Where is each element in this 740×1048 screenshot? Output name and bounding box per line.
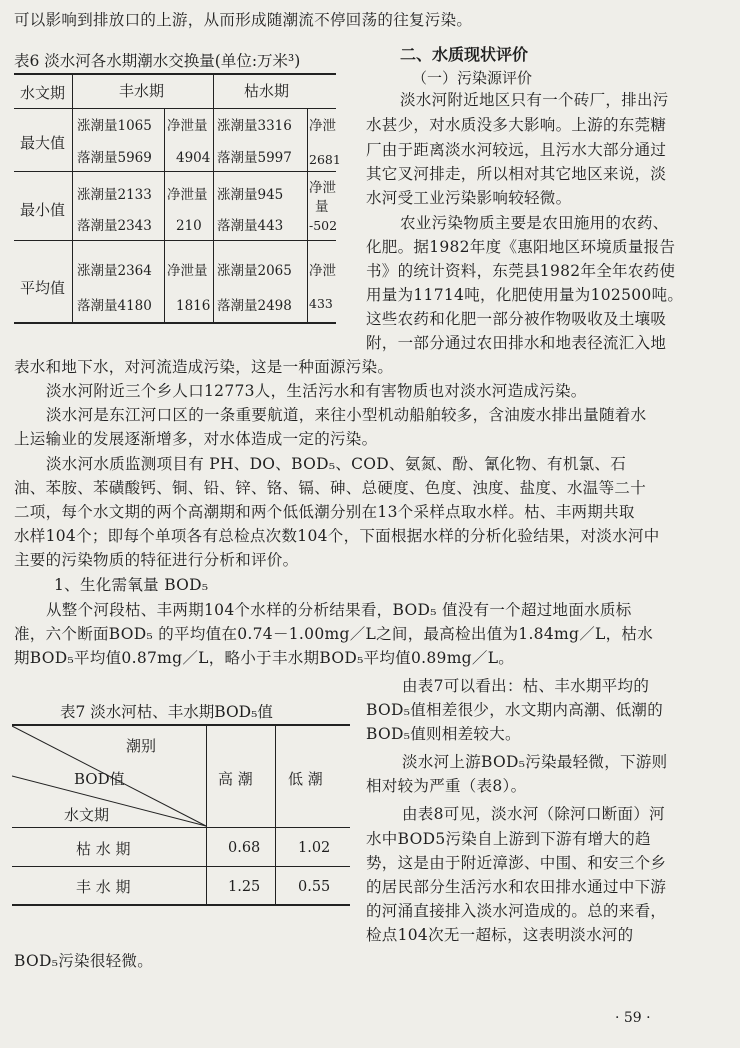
table7-cell: 1.25: [228, 879, 261, 895]
table6-cell: 433: [309, 296, 333, 311]
table7-caption: 表7 淡水河枯、丰水期BOD₅值: [60, 703, 273, 721]
text-line: 相对较为严重（表8）。: [366, 777, 527, 795]
text-line: 的河涌直接排入淡水河造成的。总的来看，: [366, 902, 667, 920]
text-line: 厂由于距离淡水河较远，且污水大部分通过: [366, 141, 667, 159]
text-line: 书》的统计资料，东莞县1982年全年农药使: [366, 262, 676, 280]
text-line: 淡水河附近地区只有一个砖厂，排出污: [400, 91, 669, 109]
table6-cell: 落潮量443: [217, 218, 284, 234]
table6-row-label: 最小值: [20, 201, 66, 219]
table6-cell: 涨潮量1065: [77, 118, 152, 134]
table6-cell: 涨潮量3316: [217, 118, 292, 134]
section-title: 二、水质现状评价: [400, 45, 529, 64]
table6-cell: 210: [176, 218, 202, 234]
text-line: BOD₅值相差很少，水文期内高潮、低潮的: [366, 701, 664, 719]
table6-cell: 4904: [176, 150, 211, 166]
text-line: 淡水河是东江河口区的一条重要航道，来往小型机动船舶较多，含油废水排出量随着水: [46, 406, 647, 424]
table7-diag-mid: BOD值: [74, 770, 125, 788]
text-line-last: BOD₅污染很轻微。: [14, 952, 154, 970]
text-line: 的居民部分生活污水和农田排水通过中下游: [366, 878, 667, 896]
text-line: 准，六个断面BOD₅ 的平均值在0.74－1.00mg／L之间，最高检出值为1.84mg／L，枯水: [14, 625, 654, 643]
table6-cell: 净泄量: [167, 187, 208, 203]
table6-header-period: 水文期: [20, 84, 66, 102]
text-line: 由表7可以看出：枯、丰水期平均的: [402, 677, 650, 695]
text-line: 期BOD₅平均值0.87mg／L，略小于丰水期BOD₅平均值0.89mg／L。: [14, 649, 515, 667]
table6-cell: 净泄: [309, 118, 336, 134]
table7-col-low: 低 潮: [288, 770, 323, 788]
table7-col-high: 高 潮: [218, 770, 253, 788]
table6-header-dry: 枯水期: [244, 82, 290, 100]
text-line: 水河受工业污染影响较轻微。: [366, 189, 572, 207]
table6-cell: 净泄: [309, 180, 336, 196]
table7-cell: 1.02: [298, 840, 331, 856]
table6-cell: 1816: [176, 298, 211, 314]
text-line: 油、苯胺、苯磺酸钙、铜、铅、锌、铬、镉、砷、总硬度、色度、浊度、盐度、水温等二十: [14, 479, 647, 497]
text-line: 农业污染物质主要是农田施用的农药、: [400, 214, 669, 232]
table6-cell: 涨潮量2133: [77, 187, 152, 203]
table7-diag-bottom: 水文期: [64, 806, 110, 824]
table6-header-wet: 丰水期: [119, 82, 165, 100]
table6-cell: 落潮量2343: [77, 218, 152, 234]
table6-cell: 涨潮量945: [217, 187, 284, 203]
table7-cell: 0.55: [298, 879, 331, 895]
subsection-title: （一）污染源评价: [412, 69, 533, 87]
table6-cell: 落潮量5969: [77, 150, 152, 166]
text-line: 其它叉河排走，所以相对其它地区来说，淡: [366, 165, 667, 183]
text-line: 淡水河附近三个乡人口12773人，生活污水和有害物质也对淡水河造成污染。: [46, 382, 587, 400]
table6-cell: 涨潮量2364: [77, 263, 152, 279]
table6-cell: 2681: [309, 152, 341, 167]
text-line: 附，一部分通过农田排水和地表径流汇入地: [366, 334, 667, 352]
text-line: 水中BOD5污染自上游到下游有增大的趋: [366, 830, 651, 848]
text-line: 淡水河上游BOD₅污染最轻微，下游则: [402, 753, 668, 771]
text-line: 水甚少，对水质没多大影响。上游的东莞糖: [366, 116, 667, 134]
table6-cell: 涨潮量2065: [217, 263, 292, 279]
text-line: 水样104个；即每个单项各有总检点次数104个，下面根据水样的分析化验结果，对淡水河中: [14, 527, 660, 545]
text-line: 淡水河水质监测项目有 PH、DO、BOD₅、COD、氨氮、酚、氰化物、有机氯、石: [46, 455, 627, 473]
text-line: 化肥。据1982年度《惠阳地区环境质量报告: [366, 238, 676, 256]
table7-row-label: 丰 水 期: [76, 878, 131, 896]
table6-cell: 落潮量4180: [77, 298, 152, 314]
text-line: 从整个河段枯、丰两期104个水样的分析结果看，BOD₅ 值没有一个超过地面水质标: [46, 601, 632, 619]
text-line: 上运输业的发展逐渐增多，对水体造成一定的污染。: [14, 430, 378, 448]
table7-row-label: 枯 水 期: [76, 840, 131, 858]
table7-diag-top: 潮别: [126, 737, 157, 755]
text-line: 检点104次无一超标，这表明淡水河的: [366, 926, 634, 944]
heading-bod5: 1、生化需氧量 BOD₅: [54, 576, 209, 594]
table6-cell: 落潮量2498: [217, 298, 292, 314]
table6-cell: 净泄量: [167, 118, 208, 134]
text-line: 主要的污染物质的特征进行分析和评价。: [14, 551, 299, 569]
table6-row-label: 最大值: [20, 134, 66, 152]
text-line-top: 可以影响到排放口的上游，从而形成随潮流不停回荡的往复污染。: [14, 11, 473, 29]
text-line: 由表8可见，淡水河（除河口断面）河: [402, 805, 665, 823]
table6-caption: 表6 淡水河各水期潮水交换量(单位:万米³): [14, 52, 301, 70]
text-line: 这些农药和化肥一部分被作物吸收及土壤吸: [366, 310, 667, 328]
text-line: 二项，每个水文期的两个高潮期和两个低低潮分别在13个采样点取水样。枯、丰两期共取: [14, 503, 635, 521]
table6-cell: 净泄: [309, 263, 336, 279]
text-line: 势，这是由于附近漳澎、中围、和安三个乡: [366, 854, 667, 872]
text-line: 用量为11714吨，化肥使用量为102500吨。: [366, 286, 684, 304]
text-line: 表水和地下水，对河流造成污染，这是一种面源污染。: [14, 358, 394, 376]
page-number: · 59 ·: [615, 1010, 651, 1026]
table6-cell: 净泄量: [167, 263, 208, 279]
table7-cell: 0.68: [228, 840, 261, 856]
table6-cell: 量: [315, 199, 329, 215]
text-line: BOD₅值则相差较大。: [366, 725, 521, 743]
table6-row-label: 平均值: [20, 279, 66, 297]
table6-cell: -502: [309, 218, 338, 233]
table6-cell: 落潮量5997: [217, 150, 292, 166]
